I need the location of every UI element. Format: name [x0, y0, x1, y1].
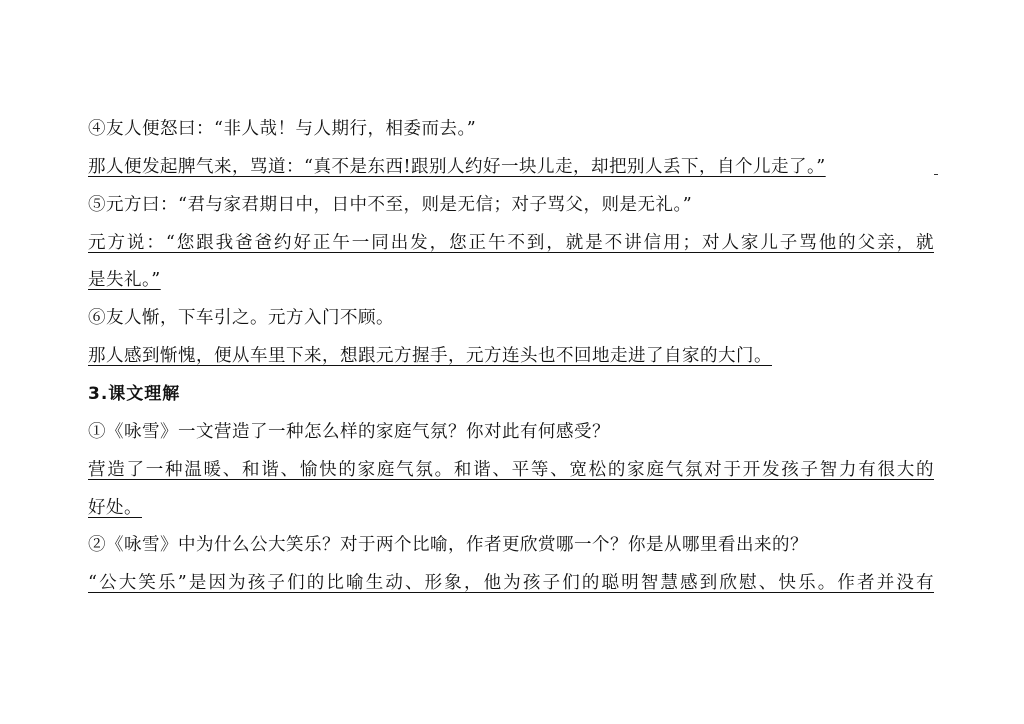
margin-mark — [934, 174, 938, 175]
understanding-question-2: ②《咏雪》中为什么公大笑乐？对于两个比喻，作者更欣赏哪一个？你是从哪里看出来的？ — [88, 535, 808, 555]
answer-5-text-line-2: 是失礼。” — [88, 270, 161, 290]
answer-4-text: 那人便发起脾气来，骂道：“真不是东西!跟别人约好一块儿走，却把别人丢下，自个儿走了。” — [88, 157, 826, 177]
question-4-text: ④友人便怒曰：“非人哉！与人期行，相委而去。” — [88, 119, 477, 139]
understanding-question-1: ①《咏雪》一文营造了一种怎么样的家庭气氛？你对此有何感受？ — [88, 422, 610, 442]
answer-6-text: 那人感到惭愧，便从车里下来，想跟元方握手，元方连头也不回地走进了自家的大门。 — [88, 346, 772, 366]
question-5-text: ⑤元方曰：“君与家君期日中，日中不至，则是无信；对子骂父，则是无礼。” — [88, 195, 693, 215]
question-6-text: ⑥友人惭，下车引之。元方入门不顾。 — [88, 308, 394, 328]
answer-5-text-line-1: 元方说：“您跟我爸爸约好正午一同出发，您正午不到，就是不讲信用；对人家儿子骂他的父亲，就 — [88, 233, 934, 253]
understanding-answer-2-line-1: “公大笑乐”是因为孩子们的比喻生动、形象，他为孩子们的聪明智慧感到欣慰、快乐。作者并没有 — [88, 573, 934, 593]
section-heading-text-understanding: 3.课文理解 — [88, 384, 181, 404]
understanding-answer-1-line-1: 营造了一种温暖、和谐、愉快的家庭气氛。和谐、平等、宽松的家庭气氛对于开发孩子智力有很大的 — [88, 460, 934, 480]
understanding-answer-1-line-2: 好处。 — [88, 498, 142, 518]
